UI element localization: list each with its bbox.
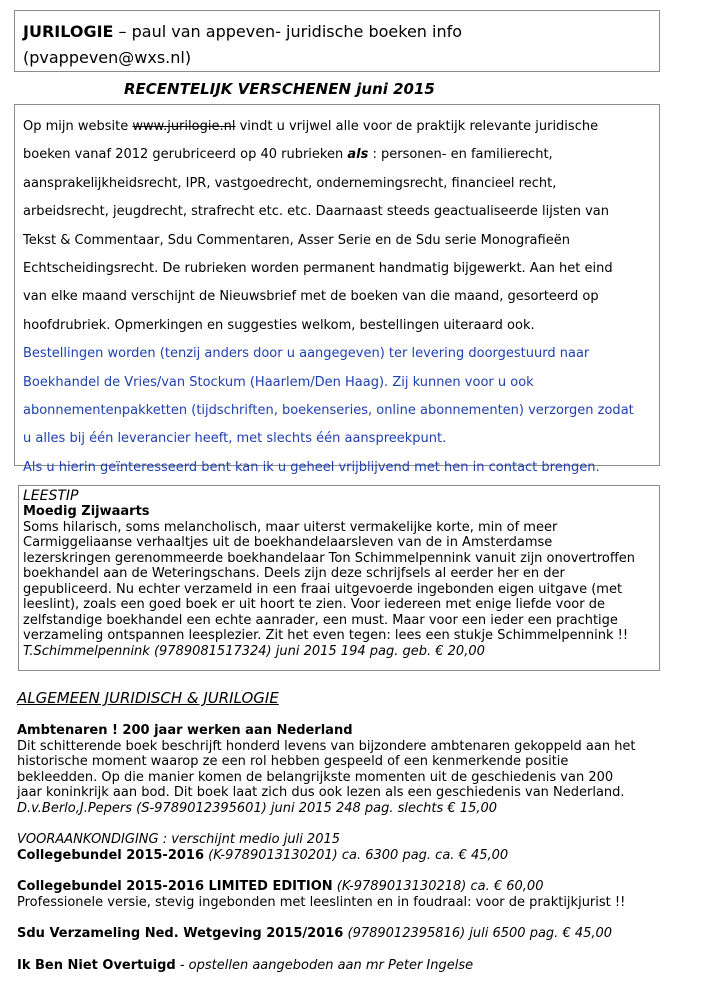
- leestip-text: zelfstandige boekhandel een echte aanrader, een must. Maar voor een ieder een prachtige: [23, 612, 618, 628]
- book-entry: [17, 958, 697, 974]
- leestip-book-ref: T.Schimmelpennink (9789081517324) juni 2015 194 pag. geb. € 20,00: [23, 643, 485, 659]
- intro-line: [23, 113, 659, 141]
- leestip-text: Carmiggeliaanse verhaaltjes uit de boekhandelaarsleven van de in Amsterdamse: [23, 535, 553, 550]
- leestip-text: lezerskringen gerenommeerde boekhandelaar Ton Schimmelpennink vanuit zijn onovertroffen: [23, 550, 636, 566]
- intro-text: boeken vanaf 2012 gerubriceerd op 40 rubrieken: [23, 147, 348, 163]
- leestip-box: [18, 485, 660, 671]
- book-entry: [17, 879, 697, 895]
- intro-line: [23, 141, 659, 169]
- book-list: [17, 723, 697, 973]
- book-title: Collegebundel 2015-2016: [17, 847, 205, 863]
- order-info-line: Boekhandel de Vries/van Stockum (Haarlem/Den Haag). Zij kunnen voor u ook: [23, 374, 534, 390]
- book-entry: [17, 926, 697, 942]
- book-title: Ik Ben Niet Overtuigd: [17, 957, 176, 973]
- header-line-1: [23, 19, 659, 45]
- book-description: jaar koninkrijk aan bod. Dit boek laat zich dus ook lezen als een geschiedenis van Nederland.: [17, 785, 625, 800]
- book-description: Dit schitterende boek beschrijft honderd levens van bijzondere ambtenaren gekoppeld aan het: [17, 738, 636, 754]
- leestip-book-title: Moedig Zijwaarts: [23, 504, 150, 519]
- order-info-line: Als u hierin geïnteresseerd bent kan ik u geheel vrijblijvend met hen in contact brengen.: [23, 459, 600, 475]
- header-subtitle: – paul van appeven- juridische boeken info: [113, 22, 463, 41]
- book-entry: [17, 848, 697, 864]
- book-description: Professionele versie, stevig ingebonden met leeslinten en in foudraal: voor de praktijkjurist !!: [17, 894, 626, 910]
- leestip-text: verzameling ontspannen leesplezier. Zit het even tegen: lees een stukje Schimmelpennink !!: [23, 628, 629, 643]
- intro-line: van elke maand verschijnt de Nieuwsbrief met de boeken van die maand, gesorteerd op: [23, 289, 599, 305]
- intro-text: : personen- en familierecht,: [368, 147, 553, 163]
- book-ref: - opstellen aangeboden aan mr Peter Ingelse: [175, 957, 474, 973]
- leestip-text: leeslint), zoals een goed boek er uit hoort te zien. Voor iedereen met enige liefde voor de: [23, 597, 605, 612]
- book-title: Sdu Verzameling Ned. Wetgeving 2015/2016: [17, 926, 344, 941]
- book-description: bekleedden. Op die manier komen de belangrijkste momenten uit de geschiedenis van 200: [17, 769, 614, 785]
- order-info-line: Bestellingen worden (tenzij anders door u aangegeven) ter levering doorgestuurd naar: [23, 346, 590, 362]
- intro-line: hoofdrubriek. Opmerkingen en suggesties welkom, bestellingen uiteraard ook.: [23, 317, 535, 333]
- intro-text: Op mijn website: [23, 119, 133, 134]
- intro-line: Echtscheidingsrecht. De rubrieken worden permanent handmatig bijgewerkt. Aan het eind: [23, 261, 613, 277]
- brand-name: JURILOGIE: [23, 22, 114, 41]
- leestip-text: boekhandel aan de Weteringschans. Deels zijn deze schrijfsels al eerder her en der: [23, 566, 565, 581]
- header-box: [14, 10, 660, 72]
- intro-emphasis: als: [347, 147, 369, 163]
- intro-line: arbeidsrecht, jeugdrecht, strafrecht etc. etc. Daarnaast steeds geactualiseerde lijsten van: [23, 204, 609, 220]
- intro-box: [14, 104, 660, 475]
- leestip-text: Soms hilarisch, soms melancholisch, maar uiterst vermakelijke korte, min of meer: [23, 519, 558, 535]
- book-description: historische moment waarop ze een rol hebben gespeeld of een kenmerkende positie: [17, 754, 569, 769]
- book-ref: D.v.Berlo,J.Pepers (S-9789012395601) juni 2015 248 pag. slechts € 15,00: [17, 800, 498, 816]
- intro-line: Tekst & Commentaar, Sdu Commentaren, Asser Serie en de Sdu serie Monografieën: [23, 232, 570, 248]
- order-info-line: u alles bij één leverancier heeft, met slechts één aanspreekpunt.: [23, 431, 447, 447]
- order-info-line: abonnementenpakketten (tijdschriften, boekenseries, online abonnementen) verzorgen zodat: [23, 403, 634, 419]
- book-title: Ambtenaren ! 200 jaar werken aan Nederland: [17, 723, 353, 738]
- book-ref: (K-9789013130201) ca. 6300 pag. ca. € 45,00: [204, 847, 509, 863]
- recent-title: RECENTELIJK VERSCHENEN juni 2015: [124, 80, 435, 98]
- leestip-text: gepubliceerd. Nu echter verzameld in een fraai uitgevoerde ingebonden eigen uitgave (met: [23, 581, 623, 597]
- website-link[interactable]: www.jurilogie.nl: [132, 119, 236, 134]
- book-ref: (K-9789013130218) ca. € 60,00: [332, 879, 544, 894]
- preannouncement-label: VOORAANKONDIGING : verschijnt medio juli 2015: [17, 832, 341, 847]
- section-heading: ALGEMEEN JURIDISCH & JURILOGIE: [17, 689, 279, 707]
- intro-line: aansprakelijkheidsrecht, IPR, vastgoedrecht, ondernemingsrecht, financieel recht,: [23, 175, 557, 191]
- leestip-label: LEESTIP: [23, 488, 79, 504]
- header-email: (pvappeven@wxs.nl): [23, 48, 192, 67]
- book-ref: (9789012395816) juli 6500 pag. € 45,00: [343, 926, 613, 941]
- intro-text: vindt u vrijwel alle voor de praktijk relevante juridische: [235, 119, 599, 134]
- book-title: Collegebundel 2015-2016 LIMITED EDITION: [17, 879, 333, 894]
